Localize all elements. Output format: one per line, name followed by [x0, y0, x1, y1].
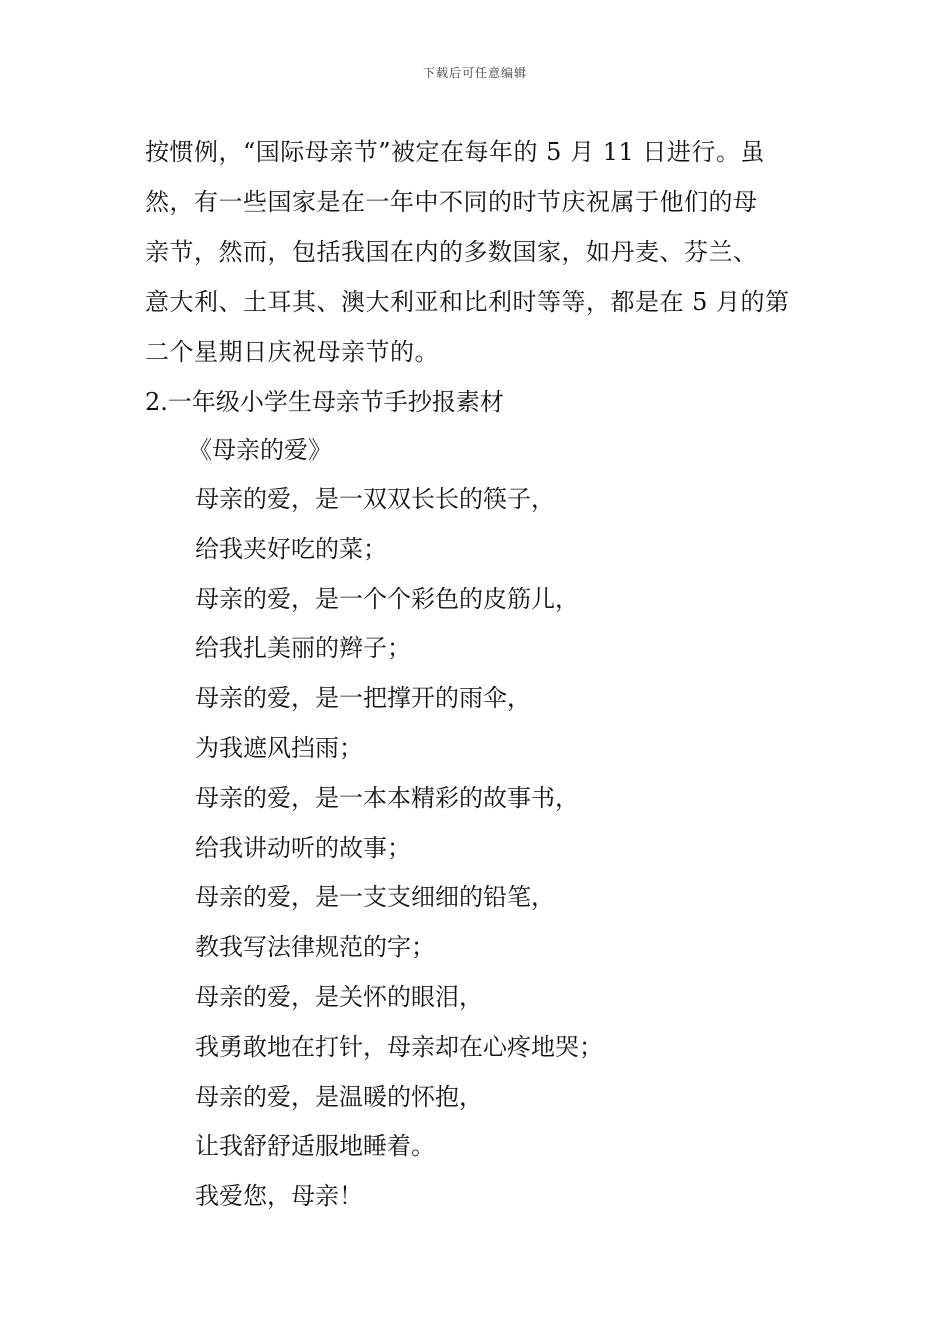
poem-line: 母亲的爱，是一双双长长的筷子， [195, 485, 555, 513]
paragraph-line: 亲节，然而，包括我国在内的多数国家，如丹麦、芬兰、 [145, 238, 758, 266]
poem-line: 母亲的爱，是关怀的眼泪， [195, 982, 483, 1011]
poem-line: 母亲的爱，是一本本精彩的故事书， [195, 783, 579, 812]
paragraph-line: 按惯例，“国际母亲节”被定在每年的 5 月 11 日进行。虽 [145, 138, 765, 166]
poem-line: 我勇敢地在打针，母亲却在心疼地哭； [195, 1032, 603, 1061]
poem-line: 让我舒舒适服地睡着。 [195, 1132, 435, 1161]
poem-line: 为我遮风挡雨； [195, 733, 363, 762]
poem-line: 我爱您，母亲！ [195, 1182, 363, 1211]
page-header: 下载后可任意编辑 [422, 66, 527, 80]
poem-line: 给我讲动听的故事； [195, 833, 411, 862]
intro-paragraph [145, 127, 810, 377]
poem-line: 给我扎美丽的辫子； [195, 634, 411, 663]
poem-line: 给我夹好吃的菜； [195, 534, 387, 563]
poem-line: 教我写法律规范的字； [195, 933, 435, 962]
poem-line: 母亲的爱，是一支支细细的铅笔， [195, 883, 555, 912]
poem-line: 母亲的爱，是一个个彩色的皮筋儿， [195, 584, 579, 613]
paragraph-line: 然，有一些国家是在一年中不同的时节庆祝属于他们的母 [145, 188, 758, 216]
section-heading: 2.一年级小学生母亲节手抄报素材 [145, 388, 504, 416]
paragraph-line: 意大利、土耳其、澳大利亚和比利时等等，都是在 5 月的第 [145, 288, 790, 316]
paragraph-line: 二个星期日庆祝母亲节的。 [145, 338, 439, 366]
poem-title: 《母亲的爱》 [188, 436, 332, 464]
poem-lines [195, 475, 603, 1222]
poem-line: 母亲的爱，是一把撑开的雨伞， [195, 684, 531, 713]
poem-line: 母亲的爱，是温暖的怀抱， [195, 1082, 483, 1111]
